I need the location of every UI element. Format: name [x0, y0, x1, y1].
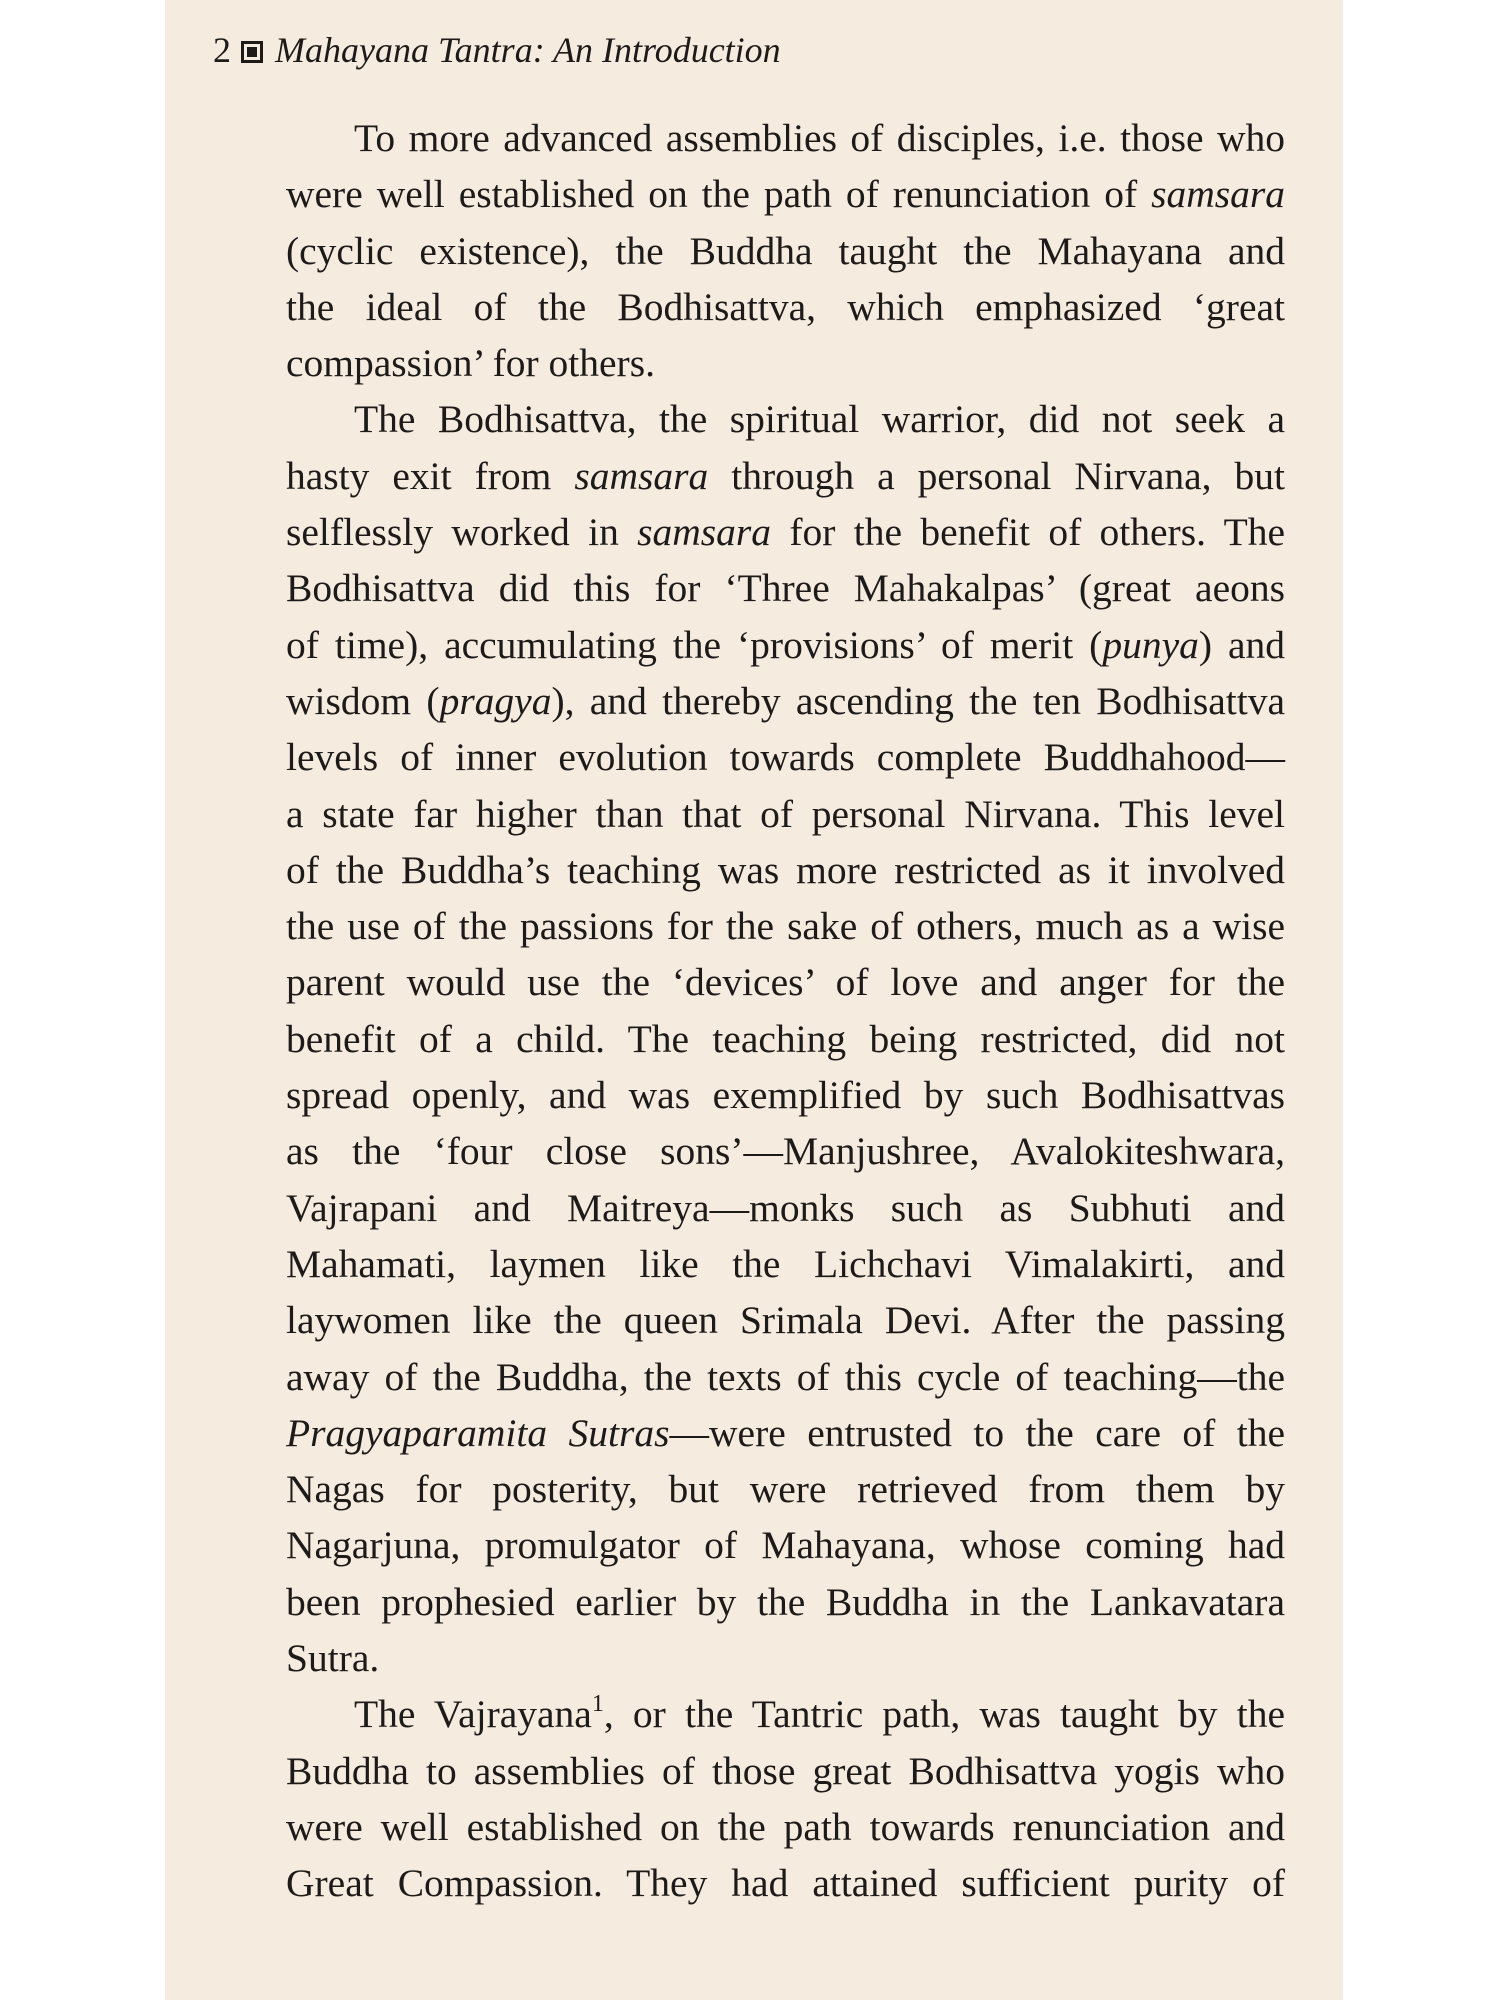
text-line: To more advanced assemblies of disciples, i.e. those who [354, 116, 1285, 160]
text-line: compassion’ for others. [286, 341, 655, 386]
footnote-marker[interactable]: 1 [591, 1691, 604, 1718]
body-text [218, 110, 1285, 1912]
text-line: Sutra. [286, 1636, 380, 1681]
text-line: away of the Buddha, the texts of this cycle of teaching—the [286, 1354, 1285, 1399]
paragraph-2 [218, 391, 1285, 1686]
paragraph-3 [218, 1686, 1285, 1911]
text-line: Nagarjuna, promulgator of Mahayana, whose coming had [286, 1523, 1285, 1568]
paragraph-1 [218, 110, 1285, 391]
text-line: were well established on the path of renunciation of samsara [286, 172, 1285, 217]
text-line: Vajrapani and Maitreya—monks such as Subhuti and [286, 1185, 1285, 1230]
text-line: Bodhisattva did this for ‘Three Mahakalpas’ (great aeons [286, 566, 1285, 611]
text-line: benefit of a child. The teaching being restricted, did not [286, 1016, 1285, 1061]
text-line: Pragyaparamita Sutras—were entrusted to the care of the [286, 1410, 1285, 1455]
running-head [213, 26, 781, 74]
book-title: Mahayana Tantra: An Introduction [275, 30, 781, 70]
text-line: parent would use the ‘devices’ of love and anger for the [286, 960, 1285, 1005]
text-line: selflessly worked in samsara for the benefit of others. The [286, 510, 1285, 555]
text-line: as the ‘four close sons’—Manjushree, Avalokiteshwara, [286, 1129, 1285, 1174]
text-line: a state far higher than that of personal Nirvana. This level [286, 791, 1285, 836]
text-line: were well established on the path towards renunciation and [286, 1804, 1285, 1849]
text-line: wisdom (pragya), and thereby ascending the ten Bodhisattva [286, 678, 1285, 723]
text-line: laywomen like the queen Srimala Devi. After the passing [286, 1298, 1285, 1343]
page-number: 2 [213, 30, 231, 70]
text-line: (cyclic existence), the Buddha taught the Mahayana and [286, 228, 1285, 273]
text-line: spread openly, and was exemplified by such Bodhisattvas [286, 1073, 1285, 1118]
square-ornament-icon [241, 41, 263, 63]
text-line: hasty exit from samsara through a personal Nirvana, but [286, 453, 1285, 498]
text-line: been prophesied earlier by the Buddha in the Lankavatara [286, 1579, 1285, 1624]
text-line: The Vajrayana$^1$, or the Tantric path, was taught by the [354, 1691, 1285, 1737]
text-line: the ideal of the Bodhisattva, which emphasized ‘great [286, 284, 1285, 329]
text-line: The Bodhisattva, the spiritual warrior, did not seek a [354, 397, 1285, 442]
text-line: of time), accumulating the ‘provisions’ of merit (punya) and [286, 622, 1286, 667]
text-line: of the Buddha’s teaching was more restricted as it involved [286, 847, 1285, 892]
text-line: levels of inner evolution towards complete Buddhahood— [286, 735, 1285, 780]
book-page [165, 0, 1343, 2000]
text-line: the use of the passions for the sake of others, much as a wise [286, 904, 1285, 949]
text-line: Buddha to assemblies of those great Bodhisattva yogis who [286, 1748, 1285, 1793]
text-line: Nagas for posterity, but were retrieved from them by [286, 1467, 1285, 1512]
text-line: Mahamati, laymen like the Lichchavi Vimalakirti, and [286, 1241, 1285, 1286]
text-line: Great Compassion. They had attained sufficient purity of [286, 1861, 1285, 1906]
